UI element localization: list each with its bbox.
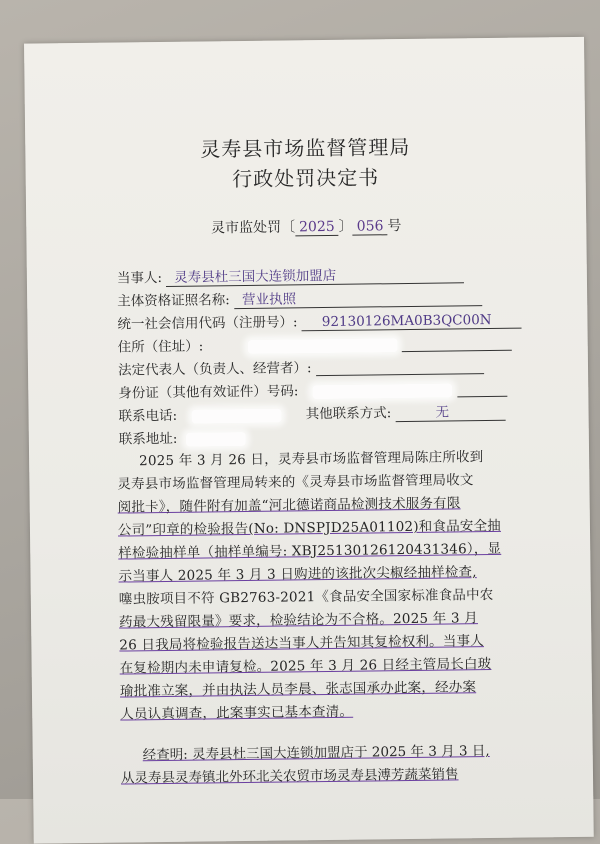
address-row — [118, 331, 512, 356]
contact-row — [118, 400, 505, 426]
redaction-blur — [248, 338, 398, 354]
legal-rep-label: 法定代表人（负责人、经营者）: — [117, 360, 312, 379]
contact-address-row — [119, 426, 246, 448]
license-name-row — [117, 285, 482, 310]
credit-code-value: 92130126MA0B3QC00N — [302, 312, 522, 332]
legal-rep-row — [118, 354, 484, 378]
paragraph-line: 公司”印章的检验报告(No: DNSPJD25A01102)和食品安全抽 — [117, 517, 502, 539]
credit-code-label: 统一社会信用代码（注册号）: — [117, 314, 298, 333]
paragraph-line: 2025 年 3 月 26 日，灵寿县市场监督管理局陈庄所收到 — [139, 449, 484, 470]
license-name-value: 营业执照 — [234, 285, 482, 309]
redaction-blur — [313, 383, 453, 399]
other-contact-value: 无 — [395, 400, 505, 422]
doc-number-year: 2025 — [295, 219, 339, 237]
license-name-label: 主体资格证照名称: — [117, 292, 230, 310]
paragraph-line: 经查明: 灵寿县杜三国大连锁加盟店于 2025 年 3 月 3 日, — [142, 743, 490, 764]
party-label: 当事人: — [116, 269, 163, 287]
paragraph-line: 噻虫胺项目不符 GB2763-2021《食品安全国家标准食品中农 — [118, 586, 494, 608]
phone-label: 联系电话: — [118, 407, 178, 425]
id-blank — [457, 383, 507, 398]
document-number — [26, 213, 586, 240]
credit-code-row — [117, 308, 522, 334]
paragraph-line: 样检验抽样单（抽样单编号: XBJ25130126120431346），显 — [118, 540, 502, 562]
doc-number-middle: 〕 — [338, 218, 353, 235]
paragraph-line: 阅批卡》，随件附有加盖“河北德诺商品检测技术服务有限 — [117, 495, 461, 516]
paragraph-line: 灵寿县市场监督管理局转来的《灵寿县市场监督管理局收文 — [117, 472, 474, 493]
id-row — [118, 377, 507, 402]
redaction-blur — [186, 431, 246, 446]
document-page — [24, 37, 594, 844]
paragraph-findings — [121, 740, 532, 791]
party-row — [117, 262, 465, 287]
paragraph-case-origin — [117, 446, 520, 727]
redaction-blur — [191, 408, 281, 423]
document-title: 行政处罚决定书 — [232, 165, 380, 192]
paragraph-line: 示当事人 2025 年 3 月 3 日购进的该批次尖椒经抽样检查, — [118, 564, 477, 585]
doc-number-prefix: 灵市监处罚〔 — [211, 219, 296, 237]
party-value: 灵寿县杜三国大连锁加盟店 — [166, 262, 464, 287]
doc-number-suffix: 号 — [387, 218, 402, 235]
legal-rep-blank — [316, 360, 484, 376]
paragraph-line: 药最大残留限量》要求，检验结论为不合格。2025 年 3 月 — [119, 610, 479, 631]
paragraph-line: 从灵寿县灵寿镇北外环北关农贸市场灵寿县溥芳蔬菜销售 — [120, 766, 459, 787]
other-contact-label: 其他联系方式: — [305, 405, 392, 423]
address-blank — [402, 337, 512, 352]
paragraph-line: 在复检期内未申请复检。2025 年 3 月 26 日经主管局长白玻 — [119, 656, 492, 677]
id-label: 身份证（其他有效证件）号码: — [118, 383, 299, 402]
agency-title: 灵寿县市场监督管理局 — [200, 134, 411, 162]
paragraph-line: 瑜批准立案，并由执法人员李晨、张志国承办此案，经办案 — [119, 679, 477, 700]
paragraph-line: 26 日我局将检验报告送达当事人并告知其复检权利。当事人 — [119, 633, 485, 654]
doc-number-value: 056 — [353, 218, 388, 235]
paragraph-line: 人员认真调查，此案事实已基本查清。 — [120, 703, 354, 723]
address-label: 住所（住址）: — [117, 338, 204, 356]
contact-address-label: 联系地址: — [118, 430, 178, 448]
